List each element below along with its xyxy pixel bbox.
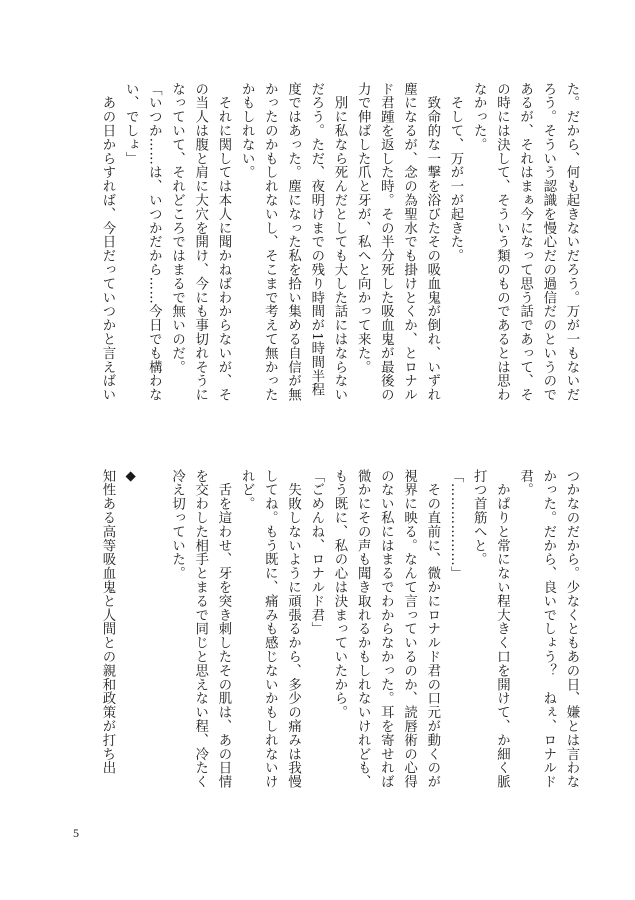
text-line: その直前に、微かにロナルド君の口元が動くのが xyxy=(424,469,440,789)
text-line: 力で伸ばした爪と牙が、私へと向かって来た。 xyxy=(355,82,371,374)
text-line: 失敗しないように頑張るから、多少の痛みは我慢 xyxy=(285,469,301,789)
text-line: ろう。そういう認識を慢心だの過信だのというので xyxy=(540,82,556,402)
text-line: あるが、それはまぁ今になって思う話であって、そ xyxy=(517,82,533,402)
text-line: 視界に映る。なんて言っているのか、読唇術の心得 xyxy=(401,469,417,789)
text-line: なかった。 xyxy=(471,82,487,152)
text-line: 君。 xyxy=(517,469,533,497)
blank-line xyxy=(142,469,165,769)
text-line: れど。 xyxy=(239,469,255,511)
text-line: を交わした相手とまるで同じと思えない程、冷たく xyxy=(192,469,208,789)
text-line: の当人は腹と肩に大穴を開け、今にも事切れそうに xyxy=(192,82,208,402)
text-line: 舌を這わせ、牙を突き刺したその肌は、あの日情 xyxy=(215,469,231,789)
text-line: してね。もう既に、痛みも感じないかもしれないけ xyxy=(262,469,278,789)
text-line: 微かにその声も聞き取れるかもしれないけれども、 xyxy=(355,469,371,789)
text-line: かった。だから、良いでしょう？ ねぇ、ロナルド xyxy=(540,469,556,789)
text-line: そして、万が一が起きた。 xyxy=(447,82,463,263)
text-line: の時には決して、そういう類のものであるとは思わ xyxy=(494,82,510,402)
text-line: 致命的な一撃を浴びたその吸血鬼が倒れ、いずれ xyxy=(424,82,440,402)
text-line: 「いつか……は、いつかだから……今日でも構わな xyxy=(146,82,162,402)
text-line: それに関しては本人に聞かねばわからないが、そ xyxy=(215,82,231,402)
text-line: 冷え切っていた。 xyxy=(169,469,185,581)
text-line: 塵になるが、念の為聖水でも掛けとくか、とロナル xyxy=(401,82,417,402)
text-line: い、でしょ」 xyxy=(123,82,139,166)
text-line: た。だから、何も起きないだろう。万が一もないだ xyxy=(564,82,579,402)
lower-text-block xyxy=(96,469,583,789)
text-line: だろう。ただ、夜明けまでの残り時間が1時間半程 xyxy=(308,82,324,397)
upper-text-block xyxy=(96,82,583,402)
text-line: なっていて、それどころではまるで無いのだ。 xyxy=(169,82,185,374)
text-line: あの日からすれば、今日だっていつかと言えばい xyxy=(99,82,115,402)
text-line: 知性ある高等吸血鬼と人間との親和政策が打ち出 xyxy=(99,469,115,775)
text-line: つかなのだから。少なくともあの日、嫌とは言わな xyxy=(564,469,579,789)
scene-break-diamond: ◆ xyxy=(123,469,139,485)
text-line: 別に私なら死んだとしても大した話にはならない xyxy=(331,82,347,402)
text-line: 「ごめんね、ロナルド君」 xyxy=(308,469,324,636)
text-line: 「………………」 xyxy=(447,469,463,581)
text-line: のない私にはまるでわからなかった。耳を寄せれば xyxy=(378,469,394,789)
text-line: もう既に、私の心は決まっていたから。 xyxy=(331,469,347,720)
text-line: かったのかもしれないし、そこまで考えて無かった xyxy=(262,82,278,402)
text-line: ド君踵を返した時。その半分死した吸血鬼が最後の xyxy=(378,82,394,402)
text-line: 度ではあった。塵になった私を拾い集める自信が無 xyxy=(285,82,301,402)
text-line: かぱりと常にない程大きく口を開けて、か細く脈 xyxy=(494,469,510,789)
text-line: 打つ首筋へと。 xyxy=(471,469,487,567)
text-line: かもしれない。 xyxy=(239,82,255,180)
page-number: 5 xyxy=(73,826,79,840)
